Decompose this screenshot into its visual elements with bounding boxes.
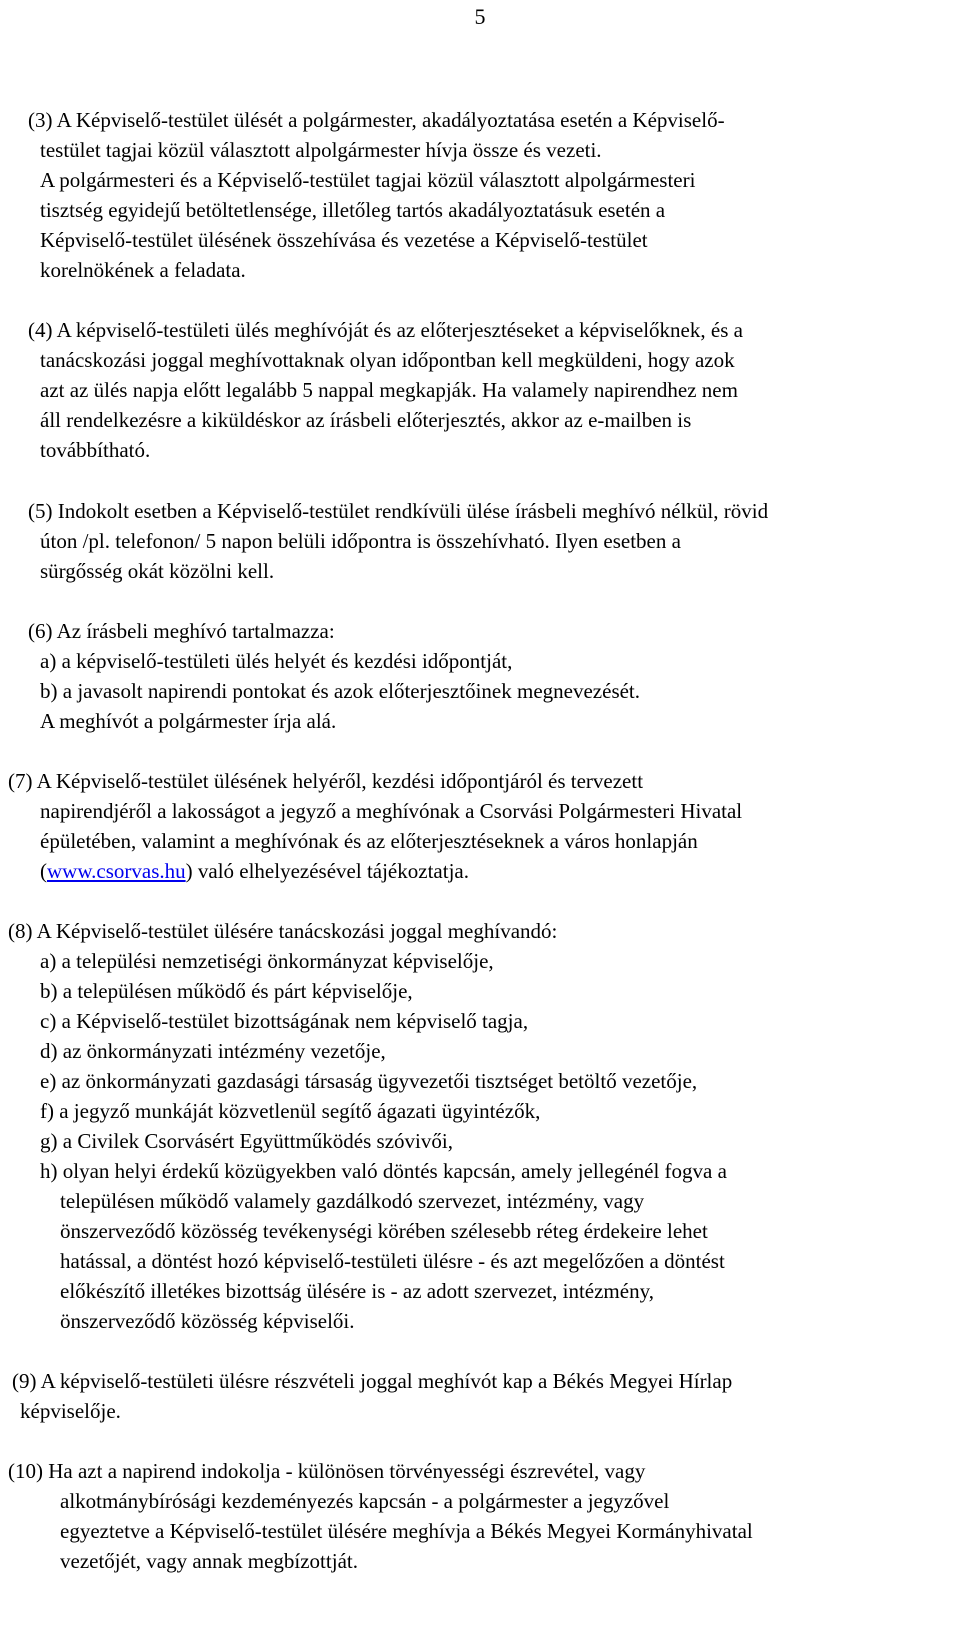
text-line: hatással, a döntést hozó képviselő-testületi ülésre - és azt megelőzően a döntést (60, 1249, 725, 1273)
text-line: korelnökének a feladata. (40, 258, 246, 282)
text-line: előkészítő illetékes bizottság ülésére is - az adott szervezet, intézmény, (60, 1279, 654, 1303)
text-line: azt az ülés napja előtt legalább 5 nappal megkapják. Ha valamely napirendhez nem (40, 378, 738, 402)
text-line: (10) Ha azt a napirend indokolja - különösen törvényességi észrevétel, vagy (8, 1459, 646, 1483)
text-line: településen működő valamely gazdálkodó szervezet, intézmény, vagy (60, 1189, 645, 1213)
text-line: továbbítható. (40, 438, 151, 462)
text-line: (4) A képviselő-testületi ülés meghívóját és az előterjesztéseket a képviselőknek, és a (28, 318, 743, 342)
text-line (40, 857, 469, 885)
list-item: f) a jegyző munkáját közvetlenül segítő ágazati ügyintézők, (40, 1099, 541, 1123)
text-line: napirendjéről a lakosságot a jegyző a meghívónak a Csorvási Polgármesteri Hivatal (40, 799, 743, 823)
text-line: vezetőjét, vagy annak megbízottját. (60, 1549, 358, 1573)
text-line: tanácskozási joggal meghívottaknak olyan időpontban kell megküldeni, hogy azok (40, 348, 735, 372)
text-line: áll rendelkezésre a kiküldéskor az írásbeli előterjesztés, akkor az e-mailben is (40, 408, 692, 432)
text-line: egyeztetve a Képviselő-testület ülésére meghívja a Békés Megyei Kormányhivatal (60, 1519, 753, 1543)
text-line: képviselője. (20, 1399, 121, 1423)
list-item: a) a képviselő-testületi ülés helyét és kezdési időpontját, (40, 649, 513, 673)
text-line: önszerveződő közösség képviselői. (60, 1309, 355, 1333)
text-line: Képviselő-testület ülésének összehívása és vezetése a Képviselő-testület (40, 228, 648, 252)
text-line: (7) A Képviselő-testület ülésének helyéről, kezdési időpontjáról és tervezett (8, 769, 644, 793)
text-line: épületében, valamint a meghívónak és az előterjesztéseknek a város honlapján (40, 829, 698, 853)
list-item: a) a települési nemzetiségi önkormányzat képviselője, (40, 949, 494, 973)
list-item: d) az önkormányzati intézmény vezetője, (40, 1039, 386, 1063)
text-line: önszerveződő közösség tevékenységi körében szélesebb réteg érdekeire lehet (60, 1219, 708, 1243)
list-item: c) a Képviselő-testület bizottságának nem képviselő tagja, (40, 1009, 529, 1033)
list-item: b) a javasolt napirendi pontokat és azok előterjesztőinek megnevezését. (40, 679, 641, 703)
text-fragment: ( (40, 859, 47, 883)
text-line: (8) A Képviselő-testület ülésére tanácskozási joggal meghívandó: (8, 919, 558, 943)
text-line: (3) A Képviselő-testület ülését a polgármester, akadályoztatása esetén a Képviselő- (28, 108, 725, 132)
list-item: g) a Civilek Csorvásért Együttműködés szóvivői, (40, 1129, 453, 1153)
list-item: b) a településen működő és párt képviselője, (40, 979, 413, 1003)
text-fragment: ) való elhelyezésével tájékoztatja. (185, 859, 469, 883)
text-line: (5) Indokolt esetben a Képviselő-testület rendkívüli ülése írásbeli meghívó nélkül, rövid (28, 499, 769, 523)
text-line: A meghívót a polgármester írja alá. (40, 709, 337, 733)
list-item: h) olyan helyi érdekű közügyekben való döntés kapcsán, amely jellegénél fogva a (40, 1159, 727, 1183)
text-line: testület tagjai közül választott alpolgármester hívja össze és vezeti. (40, 138, 602, 162)
text-line: úton /pl. telefonon/ 5 napon belüli időpontra is összehívható. Ilyen esetben a (40, 529, 681, 553)
text-line: (6) Az írásbeli meghívó tartalmazza: (28, 619, 335, 643)
website-link[interactable]: www.csorvas.hu (47, 859, 186, 883)
text-line: (9) A képviselő-testületi ülésre részvételi joggal meghívót kap a Békés Megyei Hírlap (12, 1369, 733, 1393)
text-line: alkotmánybírósági kezdeményezés kapcsán - a polgármester a jegyzővel (60, 1489, 670, 1513)
text-line: tisztség egyidejű betöltetlensége, illetőleg tartós akadályoztatásuk esetén a (40, 198, 666, 222)
list-item: e) az önkormányzati gazdasági társaság ügyvezetői tisztséget betöltő vezetője, (40, 1069, 698, 1093)
text-line: A polgármesteri és a Képviselő-testület tagjai közül választott alpolgármesteri (40, 168, 696, 192)
page-number: 5 (474, 4, 486, 29)
text-line: sürgősség okát közölni kell. (40, 559, 275, 583)
